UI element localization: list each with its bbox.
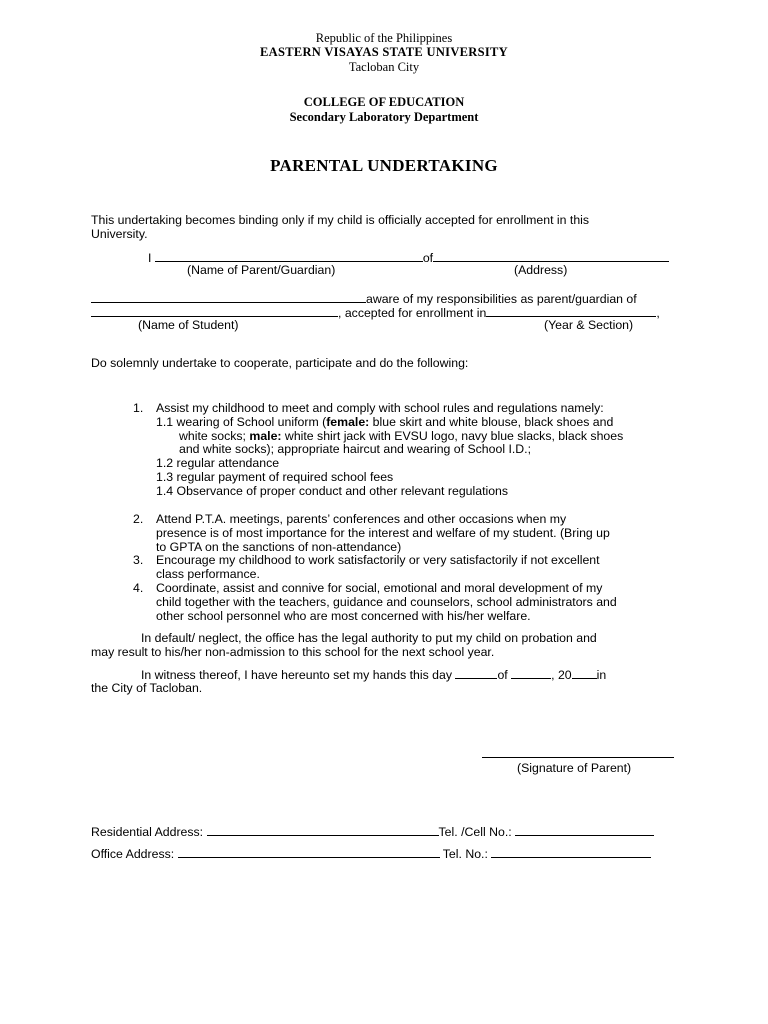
day-blank[interactable] [455,667,497,679]
signature-line[interactable] [482,757,674,758]
tel-blank[interactable] [491,846,651,858]
aware-blank[interactable] [91,291,366,303]
item-1-1-line-2: white socks; male: white shirt jack with EVSU logo, navy blue slacks, black shoes [179,429,624,443]
student-name-caption: (Name of Student) [138,318,239,332]
i-label: I [148,251,152,265]
female-label: female: [326,415,370,429]
witness-line-1: In witness thereof, I have hereunto set my hands this day of , 20 in [141,668,607,682]
year-section-blank[interactable] [486,305,656,317]
item-2-line-3: to GPTA on the sanctions of non-attendance) [156,540,402,554]
item-1-3: 1.3 regular payment of required school fees [156,470,394,484]
item-1-text: Assist my childhood to meet and comply with school rules and regulations namely: [156,401,604,415]
signature-caption: (Signature of Parent) [517,761,632,775]
witness-line-2: the City of Tacloban. [91,681,203,695]
tel-cell-blank[interactable] [515,824,654,836]
student-line-1 [91,291,637,306]
address-caption: (Address) [514,263,568,277]
year-blank[interactable] [572,667,597,679]
default-line-1: In default/ neglect, the office has the legal authority to put my child on probation and [141,631,597,645]
item-1-1-line-1: 1.1 wearing of School uniform (female: blue skirt and white blouse, black shoes and [156,415,614,429]
of-label: of [422,251,434,265]
residential-address-row: Residential Address: Tel. /Cell No.: [91,824,654,839]
item-2-number: 2. [133,512,144,526]
aware-text: aware of my responsibilities as parent/guardian of [366,292,637,306]
intro-line-2: University. [91,227,148,241]
month-blank[interactable] [511,667,551,679]
item-3-number: 3. [133,553,144,567]
item-1-number: 1. [133,401,144,415]
parent-address-blank[interactable] [433,250,669,262]
parent-name-caption: (Name of Parent/Guardian) [187,263,336,277]
default-line-2: may result to his/her non-admission to this school for the next school year. [91,645,495,659]
office-address-row: Office Address: Tel. No.: [91,846,651,861]
republic-line: Republic of the Philippines [315,31,453,45]
item-2-line-1: Attend P.T.A. meetings, parents’ conferences and other occasions when my [156,512,567,526]
item-4-number: 4. [133,581,144,595]
item-2-line-2: presence is of most importance for the interest and welfare of my student. (Bring up [156,526,610,540]
university-name: EASTERN VISAYAS STATE UNIVERSITY [259,45,508,59]
parent-name-blank[interactable] [155,250,423,262]
item-3-line-2: class performance. [156,567,260,581]
department-name: Secondary Laboratory Department [289,110,479,124]
office-address-blank[interactable] [178,846,440,858]
residential-address-blank[interactable] [207,824,439,836]
trailing-comma: , [656,306,660,320]
intro-line-1: This undertaking becomes binding only if my child is officially accepted for enrollment in this [91,213,590,227]
male-label: male: [249,429,282,443]
page-title: PARENTAL UNDERTAKING [270,156,498,175]
item-3-line-1: Encourage my childhood to work satisfactorily or very satisfactorily if not excellent [156,553,600,567]
item-1-4: 1.4 Observance of proper conduct and other relevant regulations [156,484,509,498]
item-4-line-2: child together with the teachers, guidance and counselors, school administrators and [156,595,617,609]
solemn-line: Do solemnly undertake to cooperate, participate and do the following: [91,356,469,370]
item-1-2: 1.2 regular attendance [156,456,280,470]
item-4-line-3: other school personnel who are most concerned with his/her welfare. [156,609,531,623]
year-section-caption: (Year & Section) [544,318,634,332]
item-1-1-line-3: and white socks); appropriate haircut and wearing of School I.D.; [179,442,532,456]
student-name-blank[interactable] [91,305,338,317]
accepted-text: , accepted for enrollment in [338,306,487,320]
college-name: COLLEGE OF EDUCATION [303,95,465,109]
city-line: Tacloban City [348,60,420,74]
item-4-line-1: Coordinate, assist and connive for social, emotional and moral development of my [156,581,603,595]
